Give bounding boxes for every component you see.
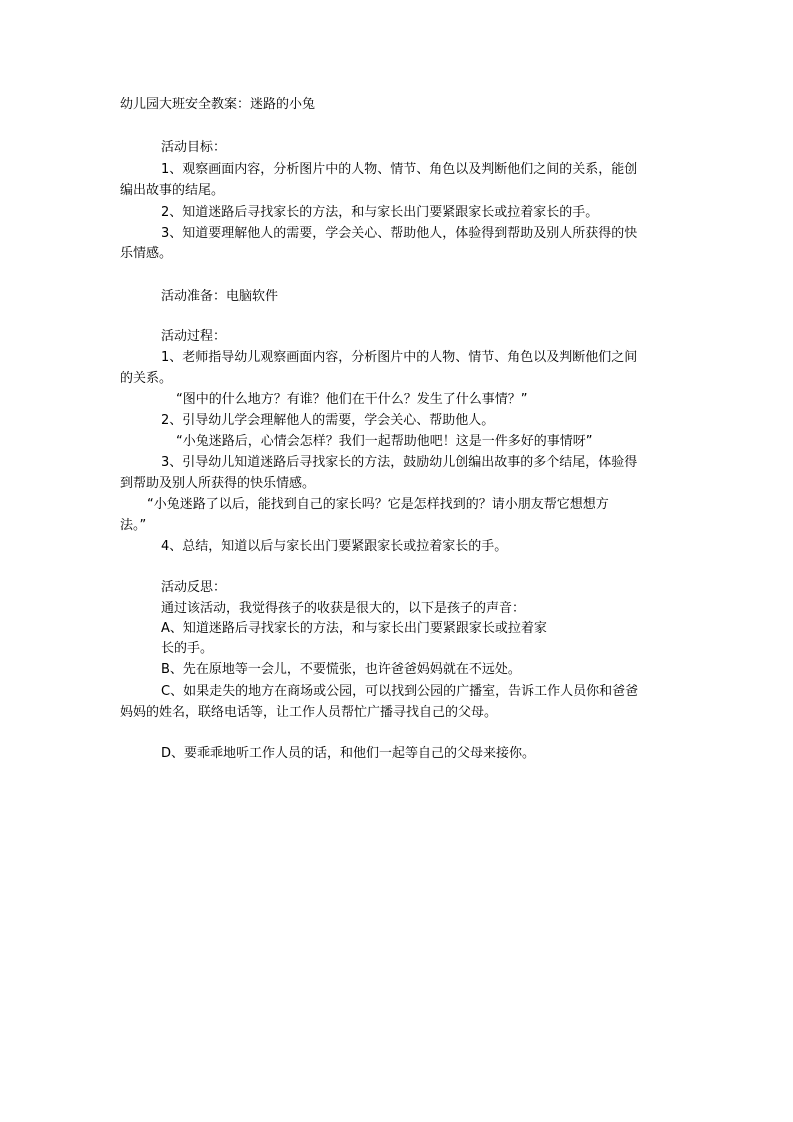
voice-a-line-2: 长的手。 — [161, 641, 214, 656]
quote-3-line-2: 法。” — [120, 518, 147, 533]
process-heading: 活动过程： — [161, 329, 227, 344]
step-1-line-1: 1、老师指导幼儿观察画面内容，分析图片中的人物、情节、角色以及判断他们之间 — [161, 350, 638, 365]
voice-c-line-2: 妈妈的姓名，联络电话等，让工作人员帮忙广播寻找自己的父母。 — [120, 705, 498, 720]
preparation: 活动准备：电脑软件 — [161, 289, 279, 304]
step-3-line-2: 到帮助及别人所获得的快乐情感。 — [120, 476, 316, 491]
goal-1-line-2: 编出故事的结尾。 — [120, 183, 225, 198]
voice-b: B、先在原地等一会儿，不要慌张，也许爸爸妈妈就在不远处。 — [161, 662, 521, 677]
goals-heading: 活动目标： — [161, 140, 227, 155]
step-2: 2、引导幼儿学会理解他人的需要，学会关心、帮助他人。 — [161, 413, 495, 428]
goal-3-line-2: 乐情感。 — [120, 246, 173, 261]
reflection-intro: 通过该活动，我觉得孩子的收获是很大的，以下是孩子的声音： — [161, 601, 526, 616]
quote-3-line-1: “小兔迷路了以后，能找到自己的家长吗？它是怎样找到的？请小朋友帮它想想方 — [147, 497, 609, 512]
voice-d: D、要乖乖地听工作人员的话，和他们一起等自己的父母来接你。 — [161, 746, 536, 761]
goal-2: 2、知道迷路后寻找家长的方法，和与家长出门要紧跟家长或拉着家长的手。 — [161, 205, 599, 220]
voice-a-line-1: A、知道迷路后寻找家长的方法，和与家长出门要紧跟家长或拉着家 — [161, 621, 547, 636]
voice-c-line-1: C、如果走失的地方在商场或公园，可以找到公园的广播室，告诉工作人员你和爸爸 — [161, 684, 639, 699]
quote-2: “小兔迷路后，心情会怎样？我们一起帮助他吧！这是一件多好的事情呀” — [176, 434, 593, 449]
goal-3-line-1: 3、知道要理解他人的需要，学会关心、帮助他人，体验得到帮助及别人所获得的快 — [161, 226, 638, 241]
step-1-line-2: 的关系。 — [120, 371, 173, 386]
step-3-line-1: 3、引导幼儿知道迷路后寻找家长的方法，鼓励幼儿创编出故事的多个结尾，体验得 — [161, 455, 638, 470]
step-4: 4、总结，知道以后与家长出门要紧跟家长或拉着家长的手。 — [161, 539, 508, 554]
quote-1: “图中的什么地方？有谁？他们在干什么？发生了什么事情？” — [176, 392, 528, 407]
reflection-heading: 活动反思： — [161, 580, 227, 595]
goal-1-line-1: 1、观察画面内容，分析图片中的人物、情节、角色以及判断他们之间的关系，能创 — [161, 162, 638, 177]
page-title: 幼儿园大班安全教案：迷路的小兔 — [120, 97, 316, 112]
